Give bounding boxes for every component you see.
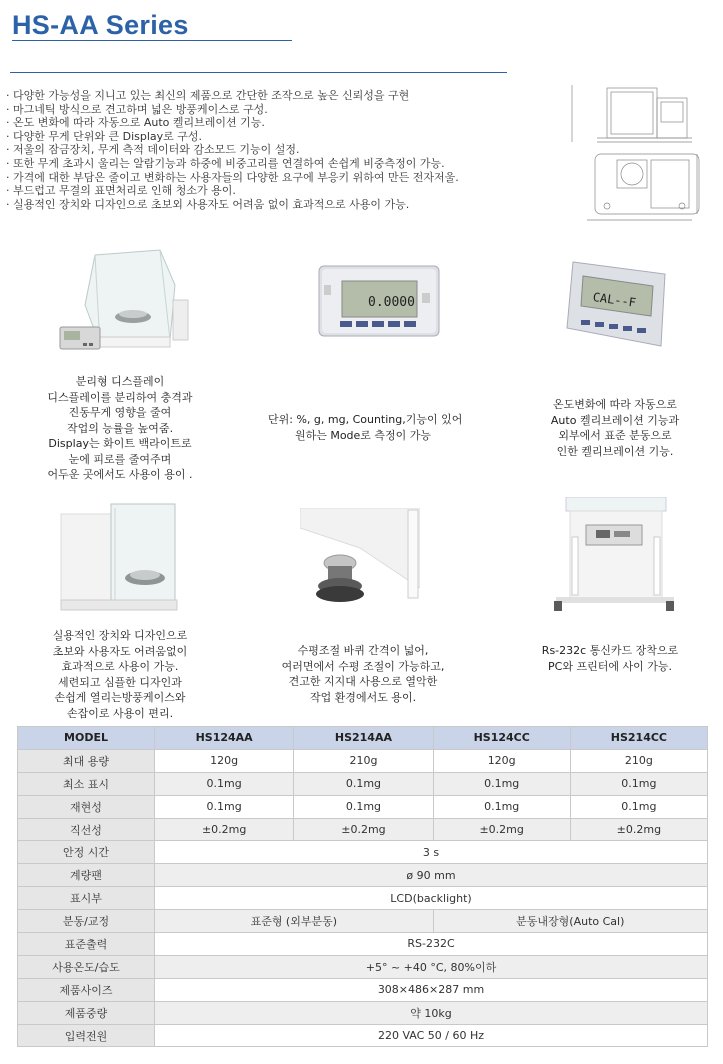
- table-cell: 3 s: [155, 841, 708, 864]
- table-cell: 0.1mg: [570, 772, 707, 795]
- page-title: HS-AA Series: [12, 10, 189, 40]
- caption-auto-cal: [520, 397, 710, 459]
- table-cell: +5° ~ +40 °C, 80%이하: [155, 955, 708, 978]
- feature-item: · 부드럽고 무결의 표면처리로 인해 청소가 용이.: [6, 184, 236, 198]
- table-cell: 0.1mg: [570, 795, 707, 818]
- table-cell: ø 90 mm: [155, 864, 708, 887]
- table-header: MODEL: [18, 727, 155, 750]
- row-label: 제품사이즈: [18, 978, 155, 1001]
- caption-line: 세련되고 심플한 디자인과: [58, 675, 182, 689]
- table-header-row: [18, 727, 708, 750]
- display-panel-cal-photo: [565, 258, 669, 350]
- feature-item: · 다양한 무게 단위와 큰 Display로 구성.: [6, 129, 203, 143]
- table-header: HS214AA: [294, 727, 433, 750]
- row-label: 제품중량: [18, 1001, 155, 1024]
- caption-line: 수평조절 바퀴 간격이 넓어,: [297, 644, 429, 657]
- display-readout-cal: CAL--F: [591, 289, 637, 310]
- table-row: [18, 910, 708, 933]
- table-cell: ±0.2mg: [155, 818, 294, 841]
- table-cell: 약 10kg: [155, 1001, 708, 1024]
- table-row: [18, 933, 708, 956]
- table-cell: ±0.2mg: [294, 818, 433, 841]
- table-cell: 0.1mg: [433, 795, 570, 818]
- table-row: [18, 795, 708, 818]
- technical-drawing: [567, 80, 707, 230]
- caption-line: 원하는 Mode로 측정이 가능: [294, 428, 432, 442]
- row-label: 계량팬: [18, 864, 155, 887]
- caption-separate-display: [20, 374, 220, 483]
- title-underline: [12, 40, 292, 41]
- table-header: HS124CC: [433, 727, 570, 750]
- table-cell: 210g: [294, 749, 433, 772]
- caption-line: 눈에 피로를 줄여주며: [68, 452, 172, 466]
- table-cell: 표준형 (외부분동): [155, 910, 434, 933]
- caption-line: 여러면에서 수평 조절이 가능하고,: [281, 659, 445, 673]
- caption-units: [268, 412, 463, 443]
- windshield-case-photo: [55, 500, 183, 618]
- caption-line: 작업 환경에서도 용이.: [309, 690, 417, 704]
- table-cell: ±0.2mg: [570, 818, 707, 841]
- feature-item: · 온도 변화에 따라 자동으로 Auto 켈리브레이션 기능.: [6, 116, 265, 130]
- caption-line: 인한 켈리브레이션 기능.: [556, 444, 674, 458]
- caption-line: 어두운 곳에서도 사용이 용이 .: [47, 468, 193, 481]
- feature-item: · 다양한 가능성을 지니고 있는 최신의 제품으로 간단한 조작으로 높은 신뢰성을 구현: [6, 89, 410, 102]
- table-cell: 120g: [155, 749, 294, 772]
- table-cell: 120g: [433, 749, 570, 772]
- row-label: 최소 표시: [18, 772, 155, 795]
- caption-design: [20, 628, 220, 721]
- row-label: 사용온도/습도: [18, 955, 155, 978]
- rs232-back-photo: [548, 497, 678, 617]
- table-cell: 308×486×287 mm: [155, 978, 708, 1001]
- table-cell: 0.1mg: [294, 772, 433, 795]
- display-panel-photo: [318, 265, 440, 337]
- display-readout: 0.0000: [368, 295, 415, 310]
- leveling-foot-photo: [300, 508, 420, 618]
- table-row: [18, 1024, 708, 1047]
- caption-line: Auto 켈리브레이션 기능과: [550, 413, 680, 427]
- table-cell: LCD(backlight): [155, 887, 708, 910]
- caption-line: Rs-232c 통신카드 장착으로: [541, 644, 679, 657]
- table-row: [18, 978, 708, 1001]
- feature-item: · 실용적인 장치와 디자인으로 초보외 사용자도 어려움 없이 효과적으로 사용이 가능.: [6, 197, 410, 211]
- caption-line: 효과적으로 사용이 가능.: [61, 660, 179, 673]
- caption-line: 분리형 디스플레이: [75, 375, 165, 388]
- table-cell: 210g: [570, 749, 707, 772]
- feature-item: · 마그네틱 방식으로 견고하며 넓은 방풍케이스로 구성.: [6, 102, 268, 116]
- row-label: 직선성: [18, 818, 155, 841]
- caption-line: Display는 화이트 백라이트로: [48, 437, 192, 450]
- row-label: 표준출력: [18, 933, 155, 956]
- caption-line: 견고한 지지대 사용으로 열악한: [288, 675, 438, 688]
- feature-item: · 가격에 대한 부담은 줄이고 변화하는 사용자들의 다양한 요구에 부응키 위하여 만든 전자저울.: [6, 170, 459, 184]
- table-row: [18, 772, 708, 795]
- caption-line: PC와 프린터에 사이 가능.: [548, 659, 672, 673]
- table-cell: 0.1mg: [155, 795, 294, 818]
- row-label: 입력전원: [18, 1024, 155, 1047]
- table-header: HS124AA: [155, 727, 294, 750]
- caption-leveling: [258, 643, 468, 705]
- caption-rs232: [515, 643, 705, 674]
- row-label: 최대 용량: [18, 749, 155, 772]
- table-cell: ±0.2mg: [433, 818, 570, 841]
- row-label: 분동/교정: [18, 910, 155, 933]
- table-row: [18, 887, 708, 910]
- spec-table: [17, 726, 708, 1047]
- section-divider: [10, 72, 507, 73]
- table-row: [18, 1001, 708, 1024]
- caption-line: 작업의 능률을 높여줌.: [66, 421, 174, 435]
- caption-line: 외부에서 표준 분동으로: [558, 429, 672, 442]
- caption-line: 초보와 사용자도 어려움없이: [52, 644, 188, 658]
- table-row: [18, 749, 708, 772]
- table-cell: 0.1mg: [294, 795, 433, 818]
- caption-line: 단위: %, g, mg, Counting,기능이 있어: [268, 413, 463, 426]
- feature-item: · 또한 무게 초과시 울리는 알람기능과 하중에 비중고리를 연결하여 손쉽게 비중측정이 가능.: [6, 156, 445, 170]
- feature-item: · 저울의 잠금장치, 무게 측적 데이터와 감소모드 기능이 설정.: [6, 143, 300, 157]
- table-cell: 220 VAC 50 / 60 Hz: [155, 1024, 708, 1047]
- table-cell: 0.1mg: [433, 772, 570, 795]
- table-cell: 분동내장형(Auto Cal): [433, 910, 707, 933]
- caption-line: 손쉽게 열리는방풍케이스와: [54, 691, 186, 704]
- table-cell: RS-232C: [155, 933, 708, 956]
- balance-separate-display-photo: [55, 245, 195, 365]
- feature-list: [6, 89, 546, 211]
- caption-line: 실용적인 장치와 디자인으로: [52, 629, 188, 642]
- caption-line: 디스플레이를 분리하여 충격과: [47, 390, 193, 404]
- row-label: 표시부: [18, 887, 155, 910]
- row-label: 안정 시간: [18, 841, 155, 864]
- table-header: HS214CC: [570, 727, 707, 750]
- caption-line: 온도변화에 따라 자동으로: [553, 398, 677, 411]
- caption-line: 손잡이로 사용이 편리.: [66, 706, 174, 720]
- table-row: [18, 818, 708, 841]
- table-row: [18, 864, 708, 887]
- caption-line: 진동무게 영향을 줄여: [68, 406, 172, 419]
- row-label: 재현성: [18, 795, 155, 818]
- table-row: [18, 841, 708, 864]
- table-row: [18, 955, 708, 978]
- table-cell: 0.1mg: [155, 772, 294, 795]
